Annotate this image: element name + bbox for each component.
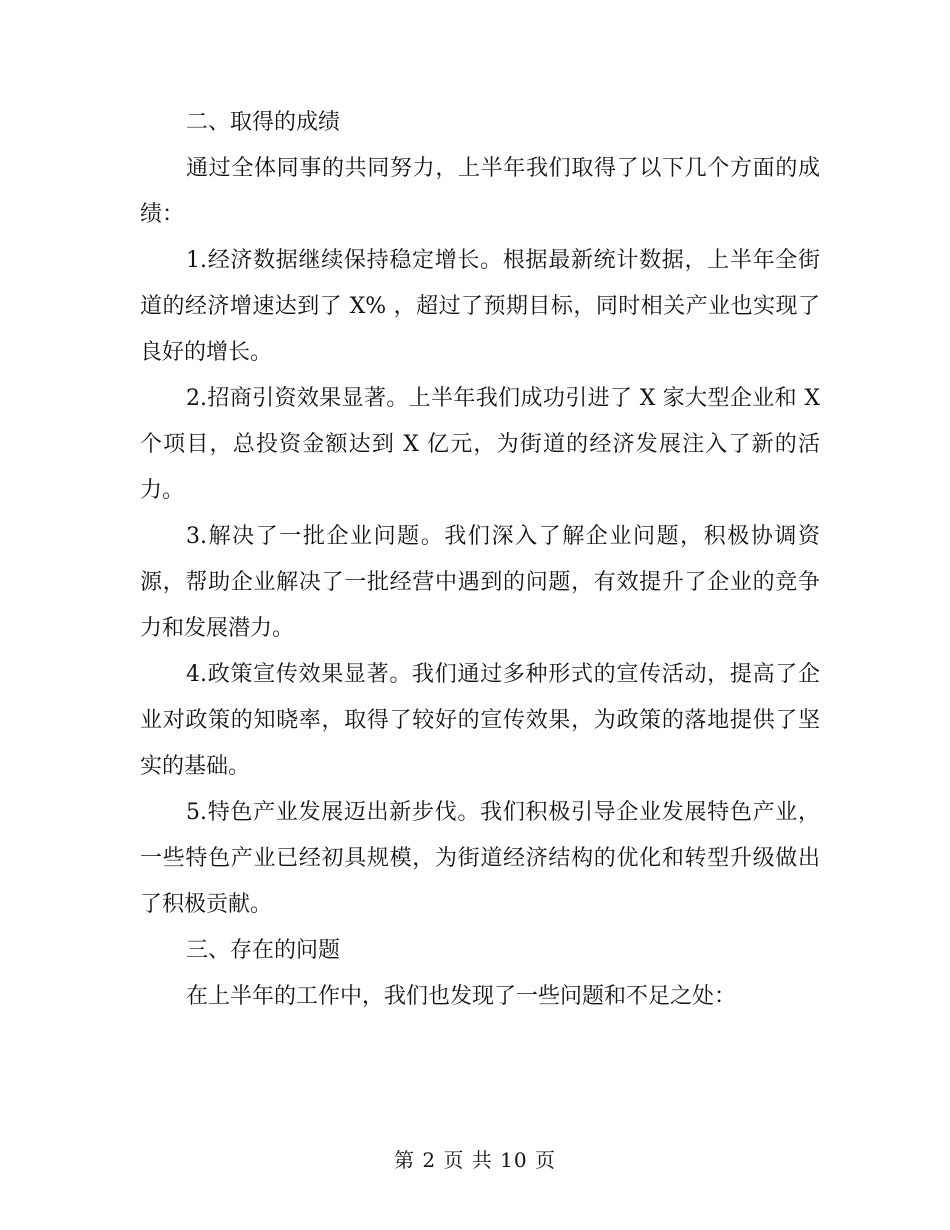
paragraph-item-5: 5.特色产业发展迈出新步伐。我们积极引导企业发展特色产业，一些特色产业已经初具规模，为街道经济结构的优化和转型升级做出了积极贡献。 <box>140 800 820 917</box>
paragraph-item-2: 2.招商引资效果显著。上半年我们成功引进了 X 家大型企业和 X 个项目，总投资金额达到 X 亿元，为街道的经济发展注入了新的活力。 <box>140 386 820 503</box>
paragraph-item-1: 1.经济数据继续保持稳定增长。根据最新统计数据，上半年全街道的经济增速达到了 X% ，超过了预期目标，同时相关产业也实现了良好的增长。 <box>140 248 820 365</box>
page-number-footer: 第 2 页 共 10 页 <box>394 1148 556 1172</box>
paragraph-intro: 通过全体同事的共同努力，上半年我们取得了以下几个方面的成绩： <box>140 156 820 227</box>
paragraph-item-3: 3.解决了一批企业问题。我们深入了解企业问题，积极协调资源，帮助企业解决了一批经营中遇到的问题，有效提升了企业的竞争力和发展潜力。 <box>140 524 820 641</box>
paragraph-problems-intro: 在上半年的工作中，我们也发现了一些问题和不足之处： <box>186 984 737 1009</box>
paragraph-item-4: 4.政策宣传效果显著。我们通过多种形式的宣传活动，提高了企业对政策的知晓率，取得了较好的宣传效果，为政策的落地提供了坚实的基础。 <box>140 662 820 779</box>
document-body <box>140 100 820 1020</box>
section-heading-achievements: 二、取得的成绩 <box>186 110 341 135</box>
section-heading-problems: 三、存在的问题 <box>186 938 341 963</box>
